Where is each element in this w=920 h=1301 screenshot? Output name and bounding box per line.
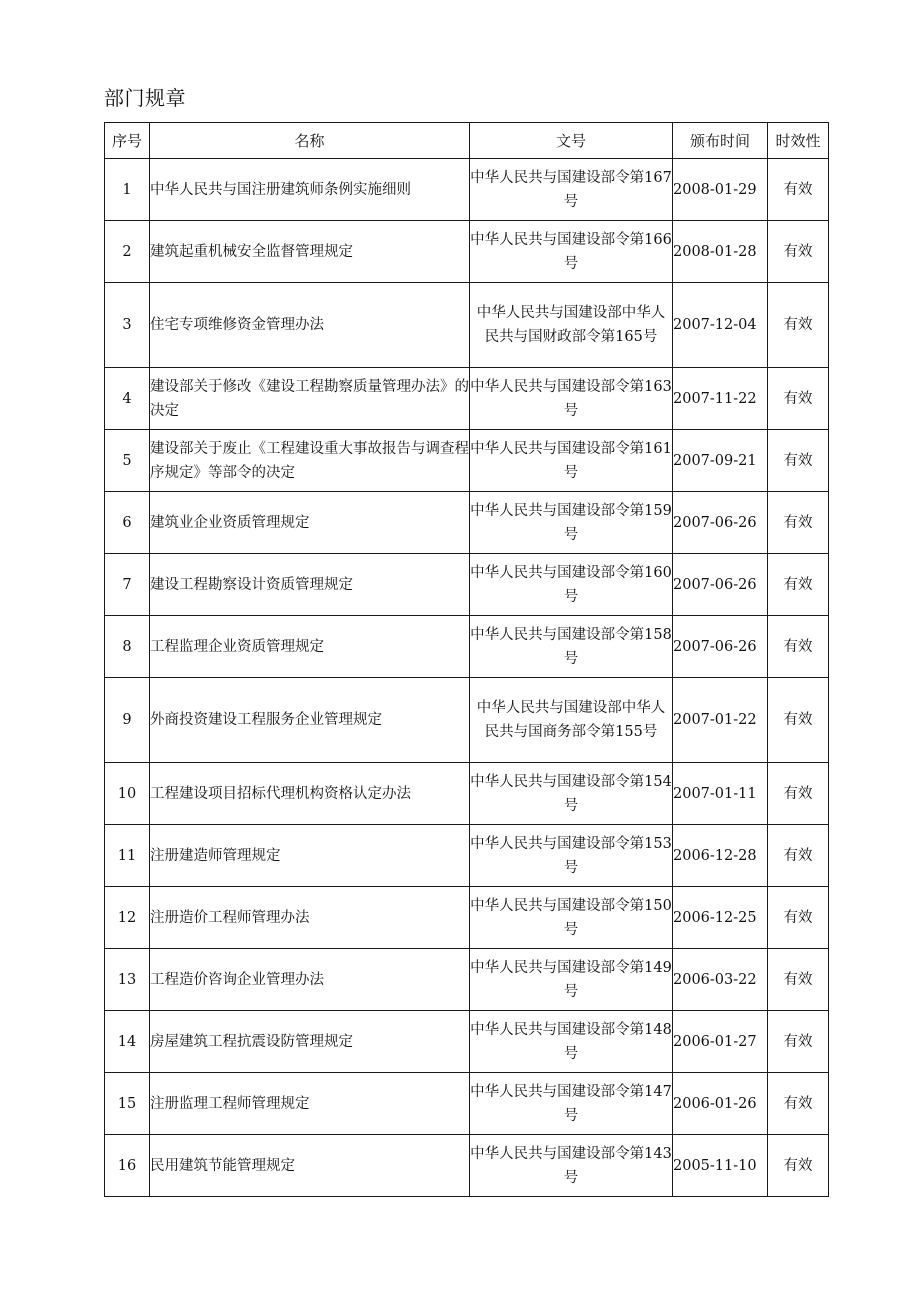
issue-date: 2007-01-11 [673, 763, 768, 825]
document-number: 中华人民共与国建设部中华人民共与国商务部令第155号 [470, 678, 673, 763]
document-number: 中华人民共与国建设部令第153号 [470, 825, 673, 887]
validity-status: 有效 [768, 554, 829, 616]
regulation-name: 房屋建筑工程抗震设防管理规定 [150, 1011, 470, 1073]
validity-status: 有效 [768, 492, 829, 554]
table-row [105, 492, 829, 554]
column-header-doc: 文号 [470, 123, 673, 159]
table-row [105, 1011, 829, 1073]
column-header-date: 颁布时间 [673, 123, 768, 159]
validity-status: 有效 [768, 430, 829, 492]
row-number: 11 [105, 825, 150, 887]
validity-status: 有效 [768, 616, 829, 678]
validity-status: 有效 [768, 678, 829, 763]
regulation-name: 外商投资建设工程服务企业管理规定 [150, 678, 470, 763]
issue-date: 2007-06-26 [673, 492, 768, 554]
document-number: 中华人民共与国建设部令第163号 [470, 368, 673, 430]
table-row [105, 221, 829, 283]
row-number: 1 [105, 159, 150, 221]
row-number: 6 [105, 492, 150, 554]
regulation-name: 建设部关于废止《工程建设重大事故报告与调查程序规定》等部令的决定 [150, 430, 470, 492]
row-number: 16 [105, 1135, 150, 1197]
row-number: 9 [105, 678, 150, 763]
column-header-name: 名称 [150, 123, 470, 159]
regulation-name: 民用建筑节能管理规定 [150, 1135, 470, 1197]
document-number: 中华人民共与国建设部令第160号 [470, 554, 673, 616]
issue-date: 2008-01-29 [673, 159, 768, 221]
regulation-name: 工程造价咨询企业管理办法 [150, 949, 470, 1011]
document-number: 中华人民共与国建设部令第143号 [470, 1135, 673, 1197]
table-row [105, 283, 829, 368]
row-number: 3 [105, 283, 150, 368]
regulation-name: 注册造价工程师管理办法 [150, 887, 470, 949]
validity-status: 有效 [768, 1073, 829, 1135]
table-row [105, 678, 829, 763]
document-number: 中华人民共与国建设部令第154号 [470, 763, 673, 825]
table-row [105, 825, 829, 887]
regulation-name: 工程建设项目招标代理机构资格认定办法 [150, 763, 470, 825]
issue-date: 2007-12-04 [673, 283, 768, 368]
row-number: 12 [105, 887, 150, 949]
table-row [105, 949, 829, 1011]
validity-status: 有效 [768, 159, 829, 221]
issue-date: 2007-09-21 [673, 430, 768, 492]
row-number: 15 [105, 1073, 150, 1135]
issue-date: 2006-12-28 [673, 825, 768, 887]
issue-date: 2005-11-10 [673, 1135, 768, 1197]
issue-date: 2006-01-26 [673, 1073, 768, 1135]
issue-date: 2006-12-25 [673, 887, 768, 949]
regulation-name: 建设工程勘察设计资质管理规定 [150, 554, 470, 616]
table-row [105, 887, 829, 949]
document-number: 中华人民共与国建设部令第161号 [470, 430, 673, 492]
column-header-status: 时效性 [768, 123, 829, 159]
row-number: 8 [105, 616, 150, 678]
issue-date: 2007-06-26 [673, 554, 768, 616]
validity-status: 有效 [768, 368, 829, 430]
table-row [105, 430, 829, 492]
document-number: 中华人民共与国建设部令第150号 [470, 887, 673, 949]
validity-status: 有效 [768, 825, 829, 887]
row-number: 2 [105, 221, 150, 283]
row-number: 4 [105, 368, 150, 430]
document-number: 中华人民共与国建设部令第158号 [470, 616, 673, 678]
row-number: 5 [105, 430, 150, 492]
regulation-name: 建筑业企业资质管理规定 [150, 492, 470, 554]
document-number: 中华人民共与国建设部令第148号 [470, 1011, 673, 1073]
validity-status: 有效 [768, 949, 829, 1011]
table-row [105, 763, 829, 825]
document-number: 中华人民共与国建设部中华人民共与国财政部令第165号 [470, 283, 673, 368]
regulations-table [104, 122, 829, 1197]
table-header-row [105, 123, 829, 159]
issue-date: 2008-01-28 [673, 221, 768, 283]
regulation-name: 建筑起重机械安全监督管理规定 [150, 221, 470, 283]
regulation-name: 注册建造师管理规定 [150, 825, 470, 887]
document-number: 中华人民共与国建设部令第159号 [470, 492, 673, 554]
table-row [105, 616, 829, 678]
document-number: 中华人民共与国建设部令第166号 [470, 221, 673, 283]
table-row [105, 368, 829, 430]
issue-date: 2006-01-27 [673, 1011, 768, 1073]
validity-status: 有效 [768, 887, 829, 949]
table-row [105, 554, 829, 616]
table-row [105, 1135, 829, 1197]
issue-date: 2007-06-26 [673, 616, 768, 678]
validity-status: 有效 [768, 1135, 829, 1197]
row-number: 14 [105, 1011, 150, 1073]
regulation-name: 注册监理工程师管理规定 [150, 1073, 470, 1135]
regulation-name: 建设部关于修改《建设工程勘察质量管理办法》的决定 [150, 368, 470, 430]
row-number: 7 [105, 554, 150, 616]
document-number: 中华人民共与国建设部令第149号 [470, 949, 673, 1011]
regulation-name: 工程监理企业资质管理规定 [150, 616, 470, 678]
document-number: 中华人民共与国建设部令第147号 [470, 1073, 673, 1135]
row-number: 13 [105, 949, 150, 1011]
regulation-name: 中华人民共与国注册建筑师条例实施细则 [150, 159, 470, 221]
issue-date: 2006-03-22 [673, 949, 768, 1011]
validity-status: 有效 [768, 221, 829, 283]
issue-date: 2007-01-22 [673, 678, 768, 763]
document-number: 中华人民共与国建设部令第167号 [470, 159, 673, 221]
page-title: 部门规章 [104, 86, 186, 110]
validity-status: 有效 [768, 283, 829, 368]
row-number: 10 [105, 763, 150, 825]
table-row [105, 159, 829, 221]
validity-status: 有效 [768, 763, 829, 825]
validity-status: 有效 [768, 1011, 829, 1073]
table-row [105, 1073, 829, 1135]
column-header-no: 序号 [105, 123, 150, 159]
regulation-name: 住宅专项维修资金管理办法 [150, 283, 470, 368]
issue-date: 2007-11-22 [673, 368, 768, 430]
